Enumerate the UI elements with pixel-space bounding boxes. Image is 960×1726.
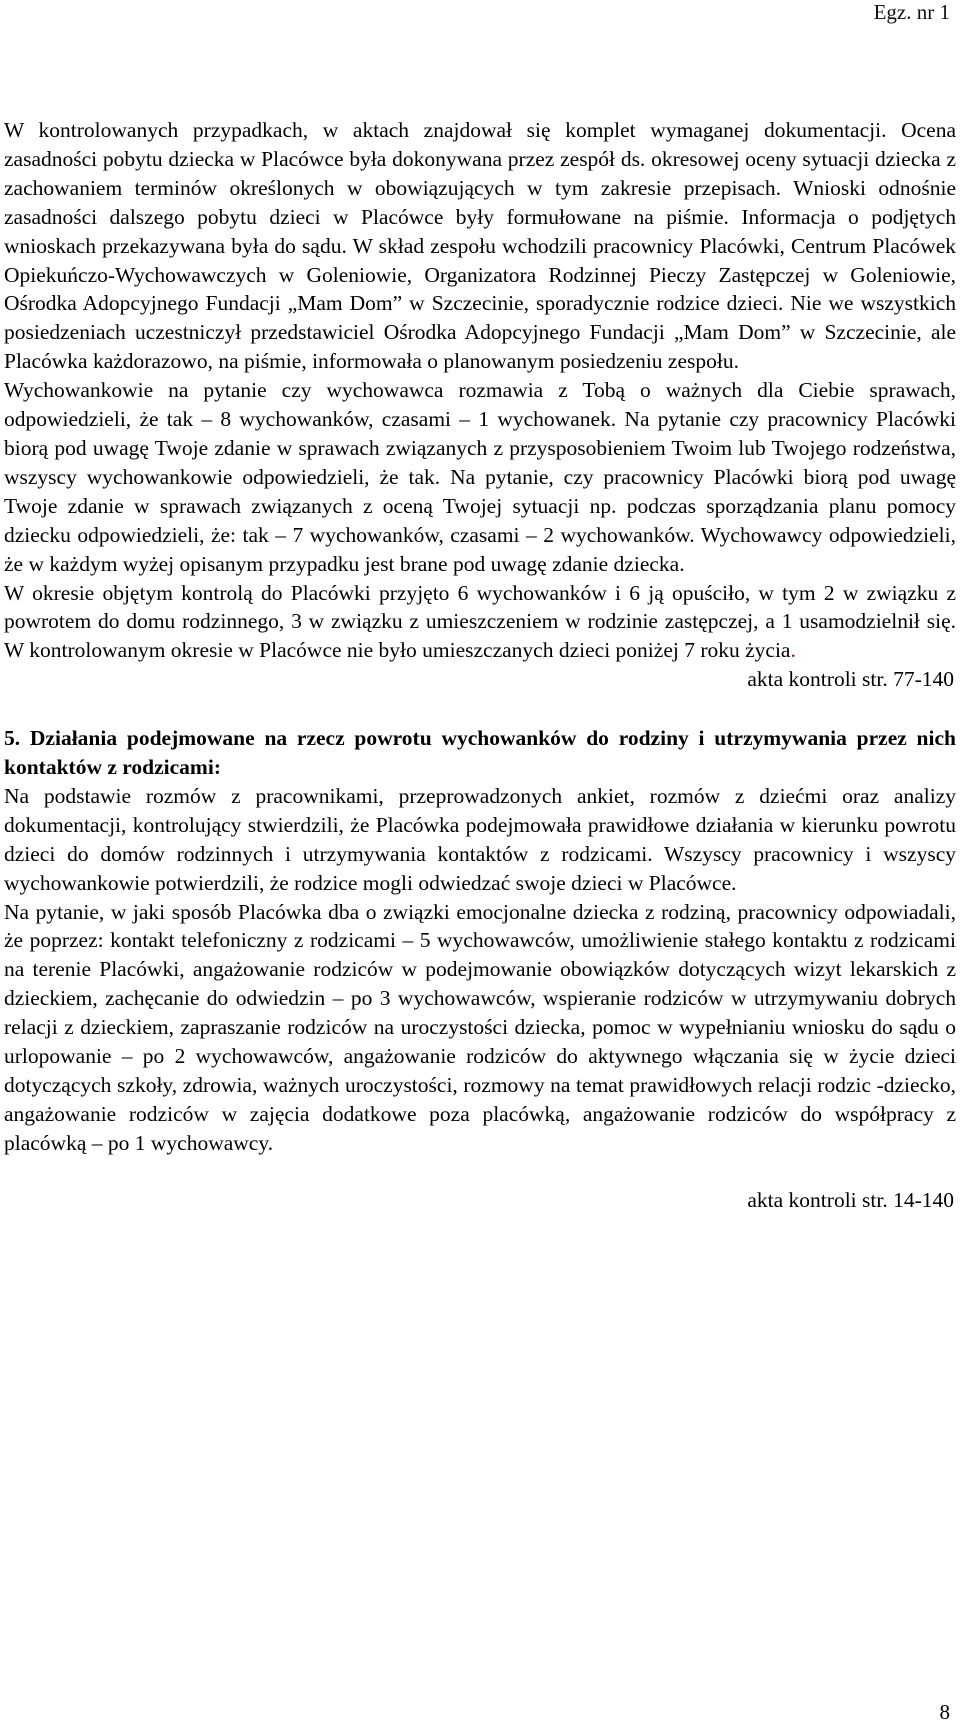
copy-number-label: Egz. nr 1 bbox=[873, 0, 950, 24]
paragraph-return-to-family: Na podstawie rozmów z pracownikami, przeprowadzonych ankiet, rozmów z dziećmi oraz analizy dokumentacji, kontrolujący stwierdzili, że Placówka podejmowała prawidłowe działania w kierunku powrotu dzieci do domów rodzinnych i utrzymywania kontaktów z rodzicami. Wszyscy pracownicy i wszyscy wychowankowie potwierdzili, że rodzice mogli odwiedzać swoje dzieci w Placówce. bbox=[4, 783, 956, 895]
section-5 bbox=[4, 724, 956, 1215]
paragraph-emotional-bonds: Na pytanie, w jaki sposób Placówka dba o związki emocjonalne dziecka z rodziną, pracownicy odpowiadali, że poprzez: kontakt telefoniczny z rodzicami – 5 wychowawców, umożliwienie stałego kontaktu z rodzicami na terenie Placówki, angażowanie rodziców w podejmowanie obowiązków dotyczących wizyt lekarskich z dzieckiem, zachęcanie do odwiedzin – po 3 wychowawców, wspieranie rodziców w utrzymywaniu dobrych relacji z dzieckiem, zapraszanie rodziców na uroczystości dziecka, pomoc w wypełnianiu wniosku do sądu o urlopowanie – po 2 wychowawców, angażowanie rodziców do aktywnego włączania się w życie dzieci dotyczących szkoły, zdrowia, ważnych uroczystości, rozmowy na temat prawidłowych relacji rodzic -dziecko, angażowanie rodziców w zajęcia dodatkowe poza placówką, angażowanie rodziców do współpracy z placówką – po 1 wychowawcy. bbox=[4, 899, 956, 1155]
section-5-heading: 5. Działania podejmowane na rzecz powrotu wychowanków do rodziny i utrzymywania przez nich kontaktów z rodzicami: bbox=[4, 726, 956, 780]
paragraph-admissions-period: . bbox=[790, 638, 796, 663]
file-reference-1: akta kontroli str. 77-140 bbox=[747, 667, 954, 692]
page-number: 8 bbox=[939, 1700, 950, 1724]
paragraph-pupil-survey: Wychowankowie na pytanie czy wychowawca rozmawia z Tobą o ważnych dla Ciebie sprawach, odpowiedzieli, że tak – 8 wychowanków, czasami – 1 wychowanek. Na pytanie czy pracownicy Placówki biorą pod uwagę Twoje zdanie w sprawach związanych z przysposobieniem Twoim lub Twojego rodzeństwa, wszyscy wychowankowie odpowiedzieli, że tak. Na pytanie, czy pracownicy Placówki biorą pod uwagę Twoje zdanie w sprawach związanych z oceną Twojej sytuacji np. podczas sporządzania planu pomocy dziecku odpowiedzieli, że: tak – 7 wychowanków, czasami – 2 wychowanków. Wychowawcy odpowiedzieli, że w każdym wyżej opisanym przypadku jest brane pod uwagę zdanie dziecka. bbox=[4, 378, 956, 576]
file-reference-2: akta kontroli str. 14-140 bbox=[747, 1187, 954, 1212]
paragraph-admissions bbox=[4, 579, 956, 666]
paragraph-documentation-assessment: W kontrolowanych przypadkach, w aktach znajdował się komplet wymaganej dokumentacji. Ocena zasadności pobytu dziecka w Placówce była dokonywana przez zespół ds. okresowej oceny sytuacji dziecka z zachowaniem terminów określonych w obowiązujących w tym zakresie przepisach. Wnioski odnośnie zasadności dalszego pobytu dzieci w Placówce były formułowane na piśmie. Informacja o podjętych wnioskach przekazywana była do sądu. W skład zespołu wchodzili pracownicy Placówki, Centrum Placówek Opiekuńczo-Wychowawczych w Goleniowie, Organizatora Rodzinnej Pieczy Zastępczej w Goleniowie, Ośrodka Adopcyjnego Fundacji „Mam Dom” w Szczecinie, sporadycznie rodzice dzieci. Nie we wszystkich posiedzeniach uczestniczył przedstawiciel Ośrodka Adopcyjnego Fundacji „Mam Dom” w Szczecinie, ale Placówka każdorazowo, na piśmie, informowała o planowanym posiedzeniu zespołu. bbox=[4, 118, 956, 374]
paragraph-admissions-text: W okresie objętym kontrolą do Placówki przyjęto 6 wychowanków i 6 ją opuściło, w tym 2 w związku z powrotem do domu rodzinnego, 3 w związku z umieszczeniem w rodzinie zastępczej, a 1 usamodzielnił się. W kontrolowanym okresie w Placówce nie było umieszczanych dzieci poniżej 7 roku życia bbox=[4, 580, 956, 663]
document-body bbox=[4, 116, 956, 1215]
